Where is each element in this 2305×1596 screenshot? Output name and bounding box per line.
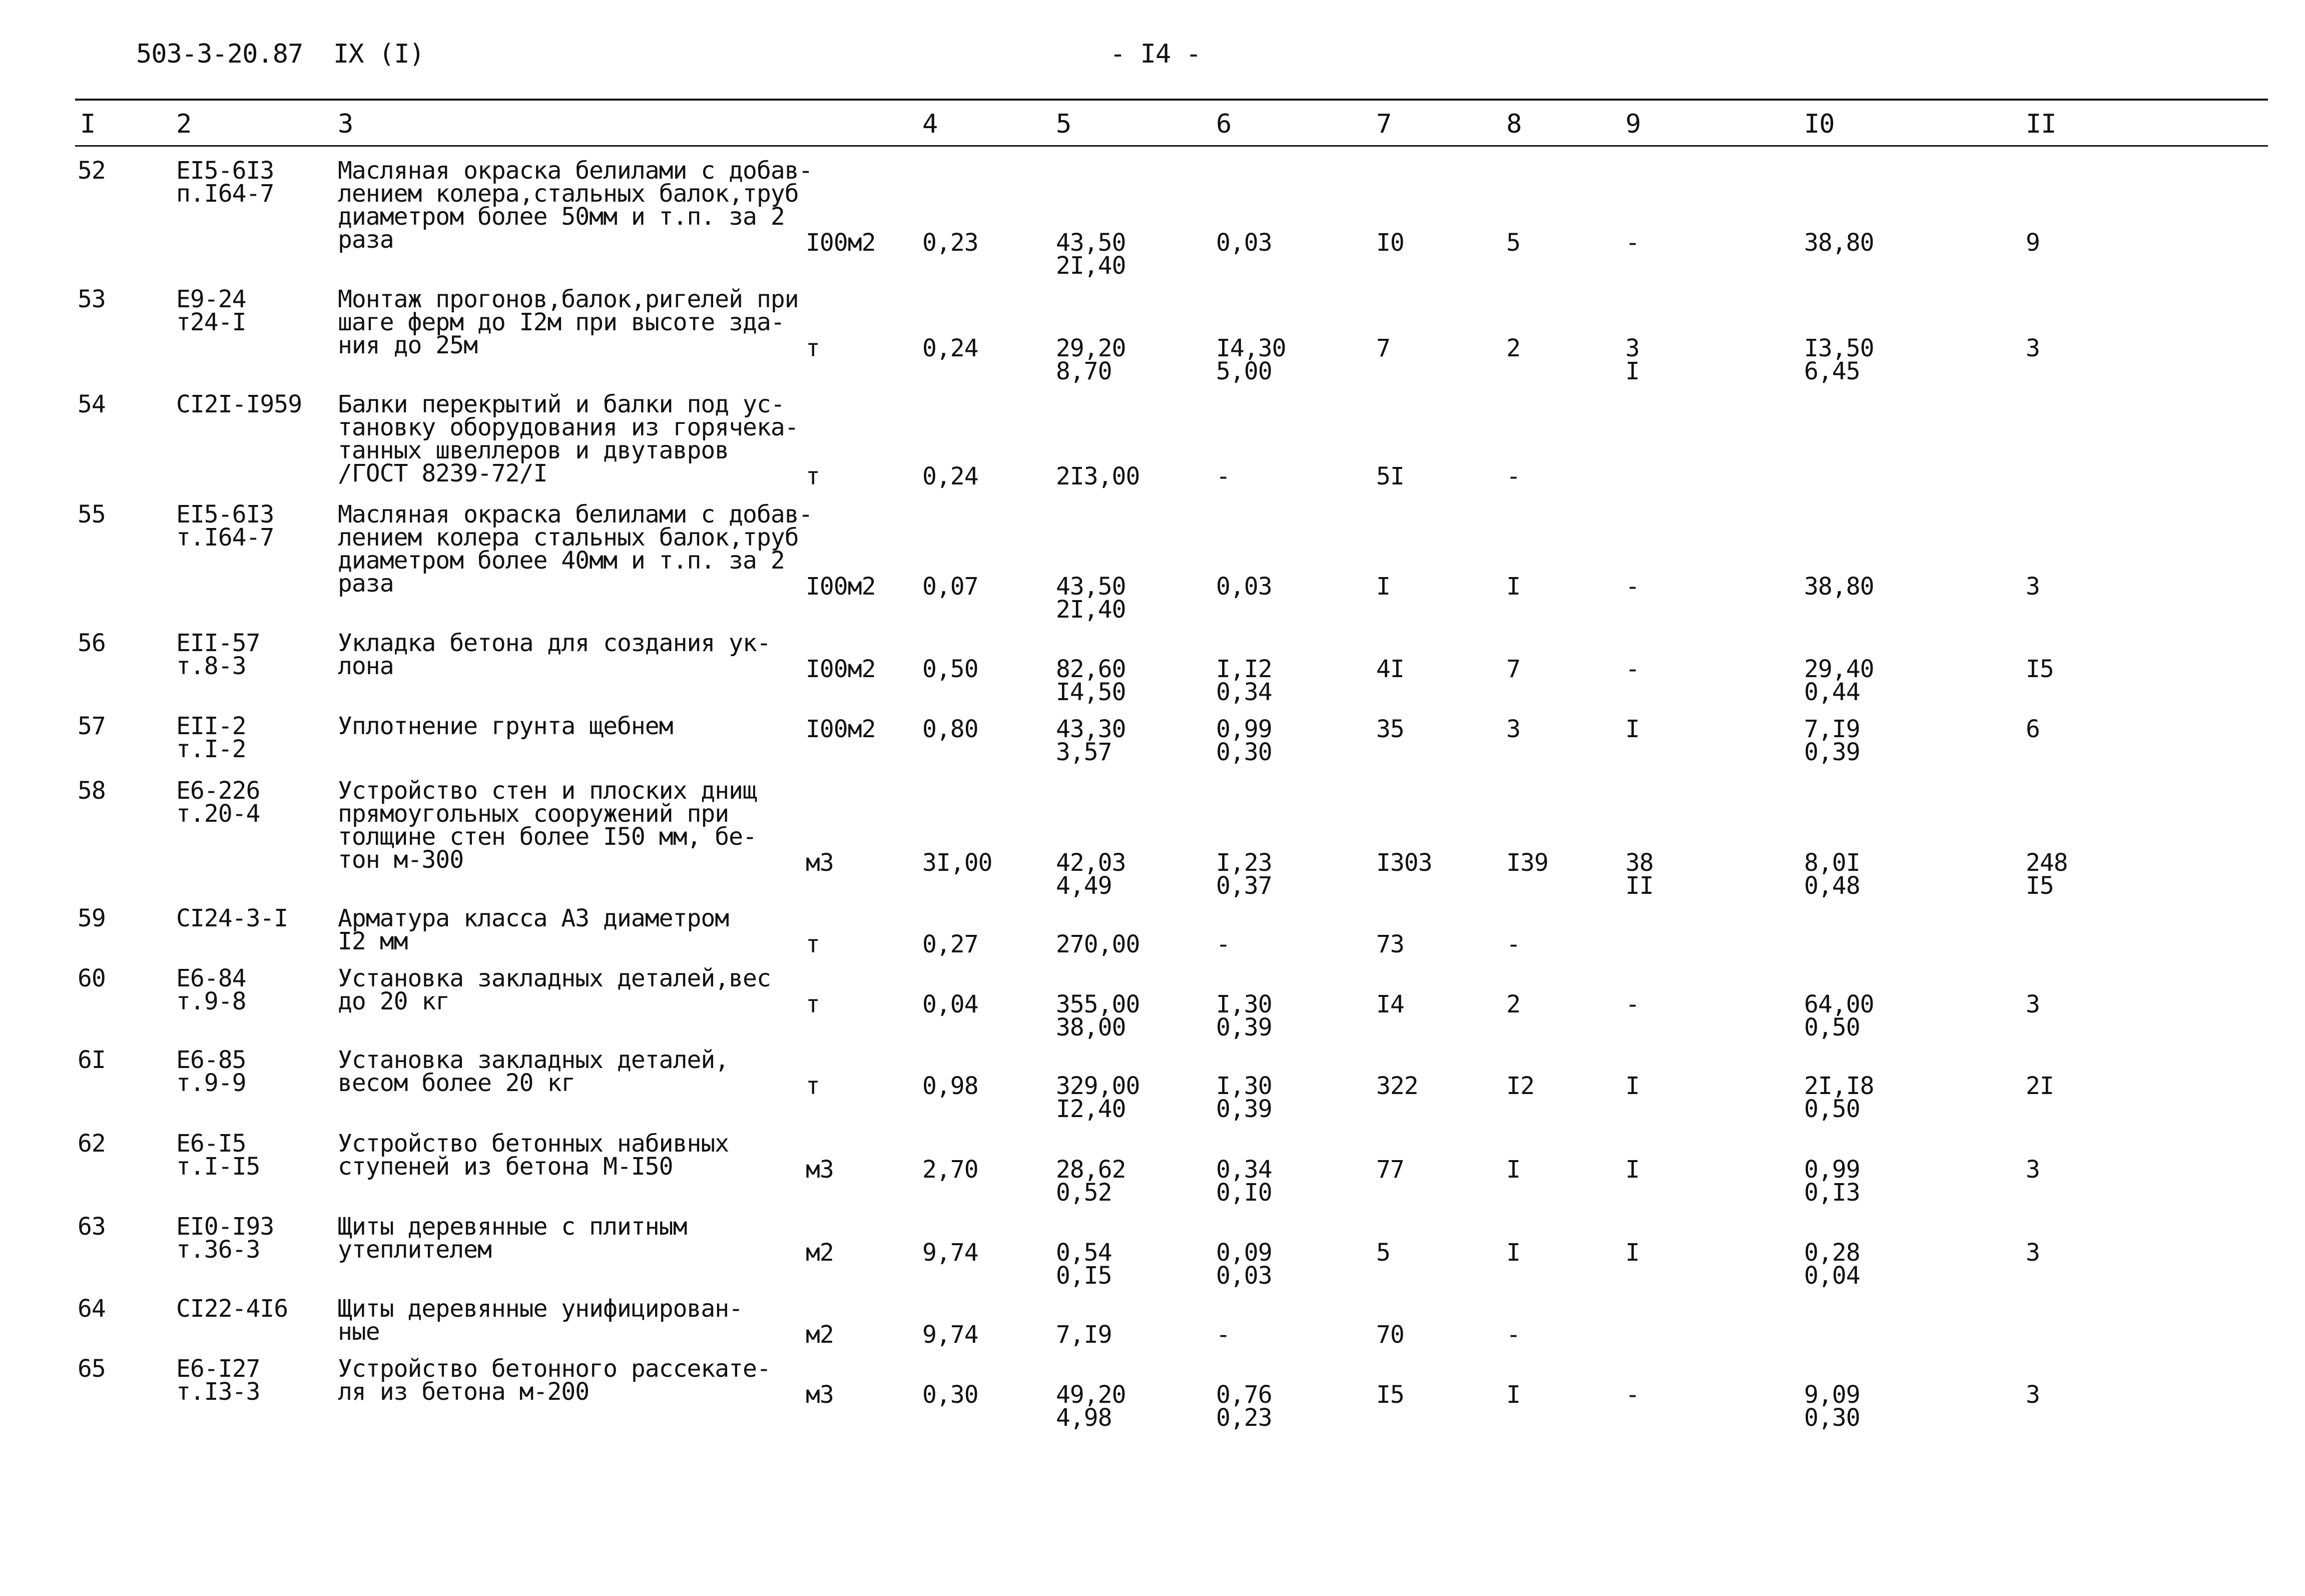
cell-c9: - bbox=[1625, 573, 1639, 601]
page-number: - I4 - bbox=[1110, 39, 1201, 69]
row-number: 57 bbox=[78, 712, 106, 740]
cell-c7: 5I bbox=[1376, 462, 1404, 490]
cell-c8: - bbox=[1506, 930, 1520, 958]
row-number: 60 bbox=[78, 964, 106, 992]
cell-c5: 7,I9 bbox=[1056, 1321, 1112, 1349]
work-description: Установка закладных деталей, весом более 20 кг bbox=[338, 1046, 729, 1097]
work-description: Балки перекрытий и балки под ус- тановку оборудования из горячека- танных швеллеров и двутавров /ГОСТ 8239-72/I bbox=[338, 390, 799, 487]
cell-c8: 2 bbox=[1506, 990, 1520, 1018]
quantity: 9,74 bbox=[922, 1239, 978, 1267]
cell-c5: 43,30 3,57 bbox=[1056, 715, 1126, 766]
table-top-rule bbox=[75, 99, 2268, 101]
quantity: 0,27 bbox=[922, 930, 978, 958]
cell-c10: I3,50 6,45 bbox=[1804, 334, 1874, 385]
cell-c10: 9,09 0,30 bbox=[1804, 1381, 1860, 1432]
work-description: Щиты деревянные унифицирован- ные bbox=[338, 1295, 743, 1346]
quantity: 0,24 bbox=[922, 334, 978, 362]
cell-c8: I bbox=[1506, 573, 1520, 601]
cell-c7: 4I bbox=[1376, 655, 1404, 683]
cell-c11: 3 bbox=[2026, 334, 2040, 362]
unit: м3 bbox=[806, 849, 834, 877]
row-number: 54 bbox=[78, 390, 106, 418]
cell-c5: 82,60 I4,50 bbox=[1056, 655, 1126, 706]
cell-c10: 38,80 bbox=[1804, 573, 1874, 601]
column-header-7: 7 bbox=[1376, 109, 1392, 139]
unit: м2 bbox=[806, 1239, 834, 1267]
quantity: 2,70 bbox=[922, 1156, 978, 1184]
unit: I00м2 bbox=[806, 715, 876, 743]
unit: I00м2 bbox=[806, 573, 876, 601]
column-header-1: I bbox=[80, 109, 96, 139]
row-number: 52 bbox=[78, 157, 106, 185]
cell-c7: 77 bbox=[1376, 1156, 1404, 1184]
cell-c5: 329,00 I2,40 bbox=[1056, 1072, 1140, 1123]
norm-code: E6-I5 т.I-I5 bbox=[176, 1130, 260, 1181]
cell-c7: 322 bbox=[1376, 1072, 1418, 1100]
cell-c10: 2I,I8 0,50 bbox=[1804, 1072, 1874, 1123]
unit: I00м2 bbox=[806, 655, 876, 683]
cell-c11: 3 bbox=[2026, 573, 2040, 601]
norm-code: EI5-6I3 п.I64-7 bbox=[176, 157, 274, 208]
cell-c6: - bbox=[1216, 930, 1230, 958]
row-number: 53 bbox=[78, 285, 106, 313]
cell-c5: 2I3,00 bbox=[1056, 462, 1140, 490]
quantity: 9,74 bbox=[922, 1321, 978, 1349]
work-description: Установка закладных деталей,вес до 20 кг bbox=[338, 964, 771, 1015]
cell-c6: 0,34 0,I0 bbox=[1216, 1156, 1272, 1207]
cell-c6: 0,09 0,03 bbox=[1216, 1239, 1272, 1290]
cell-c8: I2 bbox=[1506, 1072, 1534, 1100]
row-number: 63 bbox=[78, 1213, 106, 1241]
quantity: 0,07 bbox=[922, 573, 978, 601]
column-header-10: I0 bbox=[1804, 109, 1835, 139]
cell-c8: 7 bbox=[1506, 655, 1520, 683]
row-number: 59 bbox=[78, 904, 106, 932]
work-description: Устройство бетонного рассекате- ля из бетона м-200 bbox=[338, 1355, 771, 1406]
column-header-11: II bbox=[2026, 109, 2056, 139]
norm-code: CI2I-I959 bbox=[176, 390, 302, 418]
cell-c7: 35 bbox=[1376, 715, 1404, 743]
work-description: Укладка бетона для создания ук- лона bbox=[338, 629, 771, 680]
cell-c11: 2I bbox=[2026, 1072, 2054, 1100]
norm-code: E6-85 т.9-9 bbox=[176, 1046, 246, 1097]
work-description: Арматура класса А3 диаметром I2 мм bbox=[338, 904, 729, 955]
column-header-9: 9 bbox=[1625, 109, 1641, 139]
work-description: Масляная окраска белилами с добав- лением колера стальных балок,труб диаметром более 40мм и т.п. за 2 раза bbox=[338, 500, 813, 598]
cell-c9: - bbox=[1625, 1381, 1639, 1409]
cell-c7: I0 bbox=[1376, 229, 1404, 257]
norm-code: EI0-I93 т.36-3 bbox=[176, 1213, 274, 1264]
cell-c6: I,30 0,39 bbox=[1216, 990, 1272, 1041]
norm-code: E6-84 т.9-8 bbox=[176, 964, 246, 1015]
row-number: 64 bbox=[78, 1295, 106, 1323]
row-number: 56 bbox=[78, 629, 106, 657]
cell-c7: I5 bbox=[1376, 1381, 1404, 1409]
cell-c7: 70 bbox=[1376, 1321, 1404, 1349]
unit: т bbox=[806, 990, 820, 1018]
norm-code: EII-57 т.8-3 bbox=[176, 629, 260, 680]
cell-c5: 270,00 bbox=[1056, 930, 1140, 958]
cell-c9: 38 II bbox=[1625, 849, 1653, 900]
norm-code: E6-226 т.20-4 bbox=[176, 777, 260, 828]
cell-c5: 42,03 4,49 bbox=[1056, 849, 1126, 900]
cell-c5: 0,54 0,I5 bbox=[1056, 1239, 1112, 1290]
cell-c11: 3 bbox=[2026, 990, 2040, 1018]
unit: т bbox=[806, 1072, 820, 1100]
cell-c5: 49,20 4,98 bbox=[1056, 1381, 1126, 1432]
row-number: 6I bbox=[78, 1046, 106, 1074]
unit: т bbox=[806, 334, 820, 362]
cell-c7: 73 bbox=[1376, 930, 1404, 958]
cell-c8: I bbox=[1506, 1381, 1520, 1409]
cell-c10: 8,0I 0,48 bbox=[1804, 849, 1860, 900]
work-description: Щиты деревянные с плитным утеплителем bbox=[338, 1213, 687, 1264]
cell-c9: I bbox=[1625, 1156, 1639, 1184]
work-description: Устройство бетонных набивных ступеней из бетона М-I50 bbox=[338, 1130, 729, 1181]
norm-code: EII-2 т.I-2 bbox=[176, 712, 246, 763]
cell-c8: I bbox=[1506, 1156, 1520, 1184]
work-description: Масляная окраска белилами с добав- лением колера,стальных балок,труб диаметром более 50мм и т.п. за 2 раза bbox=[338, 157, 813, 254]
cell-c11: 3 bbox=[2026, 1239, 2040, 1267]
cell-c11: 3 bbox=[2026, 1156, 2040, 1184]
norm-code: E6-I27 т.I3-3 bbox=[176, 1355, 260, 1406]
unit: т bbox=[806, 930, 820, 958]
cell-c8: 3 bbox=[1506, 715, 1520, 743]
cell-c9: I bbox=[1625, 1239, 1639, 1267]
cell-c9: - bbox=[1625, 655, 1639, 683]
cell-c5: 43,50 2I,40 bbox=[1056, 573, 1126, 624]
cell-c10: 0,99 0,I3 bbox=[1804, 1156, 1860, 1207]
column-header-4: 4 bbox=[922, 109, 938, 139]
cell-c8: I39 bbox=[1506, 849, 1548, 877]
cell-c8: I bbox=[1506, 1239, 1520, 1267]
row-number: 55 bbox=[78, 500, 106, 528]
cell-c11: 9 bbox=[2026, 229, 2040, 257]
cell-c6: 0,03 bbox=[1216, 573, 1272, 601]
cell-c11: I5 bbox=[2026, 655, 2054, 683]
unit: м3 bbox=[806, 1156, 834, 1184]
cell-c8: 2 bbox=[1506, 334, 1520, 362]
norm-code: CI24-3-I bbox=[176, 904, 288, 932]
doc-code: 503-3-20.87 IX (I) bbox=[136, 39, 424, 69]
cell-c9: I bbox=[1625, 715, 1639, 743]
unit: т bbox=[806, 462, 820, 490]
unit: I00м2 bbox=[806, 229, 876, 257]
cell-c6: - bbox=[1216, 462, 1230, 490]
cell-c8: 5 bbox=[1506, 229, 1520, 257]
cell-c6: 0,03 bbox=[1216, 229, 1272, 257]
cell-c5: 355,00 38,00 bbox=[1056, 990, 1140, 1041]
cell-c11: 6 bbox=[2026, 715, 2040, 743]
norm-code: CI22-4I6 bbox=[176, 1295, 288, 1323]
cell-c10: 64,00 0,50 bbox=[1804, 990, 1874, 1041]
cell-c9: I bbox=[1625, 1072, 1639, 1100]
cell-c9: 3 I bbox=[1625, 334, 1639, 385]
cell-c6: - bbox=[1216, 1321, 1230, 1349]
row-number: 58 bbox=[78, 777, 106, 805]
header-bottom-rule bbox=[75, 145, 2268, 147]
cell-c7: I303 bbox=[1376, 849, 1432, 877]
norm-code: E9-24 т24-I bbox=[176, 285, 246, 336]
quantity: 0,80 bbox=[922, 715, 978, 743]
cell-c10: 38,80 bbox=[1804, 229, 1874, 257]
cell-c7: I4 bbox=[1376, 990, 1404, 1018]
cell-c6: 0,76 0,23 bbox=[1216, 1381, 1272, 1432]
cell-c10: 29,40 0,44 bbox=[1804, 655, 1874, 706]
column-header-3: 3 bbox=[338, 109, 353, 139]
column-header-5: 5 bbox=[1056, 109, 1071, 139]
cell-c6: I,I2 0,34 bbox=[1216, 655, 1272, 706]
cell-c10: 0,28 0,04 bbox=[1804, 1239, 1860, 1290]
column-header-6: 6 bbox=[1216, 109, 1232, 139]
cell-c7: I bbox=[1376, 573, 1390, 601]
quantity: 0,98 bbox=[922, 1072, 978, 1100]
quantity: 0,50 bbox=[922, 655, 978, 683]
cell-c8: - bbox=[1506, 1321, 1520, 1349]
quantity: 0,23 bbox=[922, 229, 978, 257]
cell-c10: 7,I9 0,39 bbox=[1804, 715, 1860, 766]
norm-code: EI5-6I3 т.I64-7 bbox=[176, 500, 274, 552]
row-number: 62 bbox=[78, 1130, 106, 1158]
cell-c6: 0,99 0,30 bbox=[1216, 715, 1272, 766]
cell-c6: I,30 0,39 bbox=[1216, 1072, 1272, 1123]
quantity: 0,04 bbox=[922, 990, 978, 1018]
cell-c8: - bbox=[1506, 462, 1520, 490]
work-description: Монтаж прогонов,балок,ригелей при шаге ферм до I2м при высоте зда- ния до 25м bbox=[338, 285, 799, 359]
cell-c9: - bbox=[1625, 990, 1639, 1018]
cell-c6: I,23 0,37 bbox=[1216, 849, 1272, 900]
work-description: Уплотнение грунта щебнем bbox=[338, 712, 673, 740]
work-description: Устройство стен и плоских днищ прямоугольных сооружений при толщине стен более I50 мм, бе- тон м-300 bbox=[338, 777, 757, 874]
quantity: 3I,00 bbox=[922, 849, 992, 877]
cell-c5: 43,50 2I,40 bbox=[1056, 229, 1126, 280]
cell-c7: 5 bbox=[1376, 1239, 1390, 1267]
cell-c5: 28,62 0,52 bbox=[1056, 1156, 1126, 1207]
row-number: 65 bbox=[78, 1355, 106, 1383]
unit: м3 bbox=[806, 1381, 834, 1409]
unit: м2 bbox=[806, 1321, 834, 1349]
quantity: 0,24 bbox=[922, 462, 978, 490]
cell-c11: 3 bbox=[2026, 1381, 2040, 1409]
cell-c11: 248 I5 bbox=[2026, 849, 2068, 900]
cell-c5: 29,20 8,70 bbox=[1056, 334, 1126, 385]
quantity: 0,30 bbox=[922, 1381, 978, 1409]
cell-c7: 7 bbox=[1376, 334, 1390, 362]
column-header-8: 8 bbox=[1506, 109, 1522, 139]
column-header-2: 2 bbox=[176, 109, 192, 139]
cell-c6: I4,30 5,00 bbox=[1216, 334, 1286, 385]
cell-c9: - bbox=[1625, 229, 1639, 257]
